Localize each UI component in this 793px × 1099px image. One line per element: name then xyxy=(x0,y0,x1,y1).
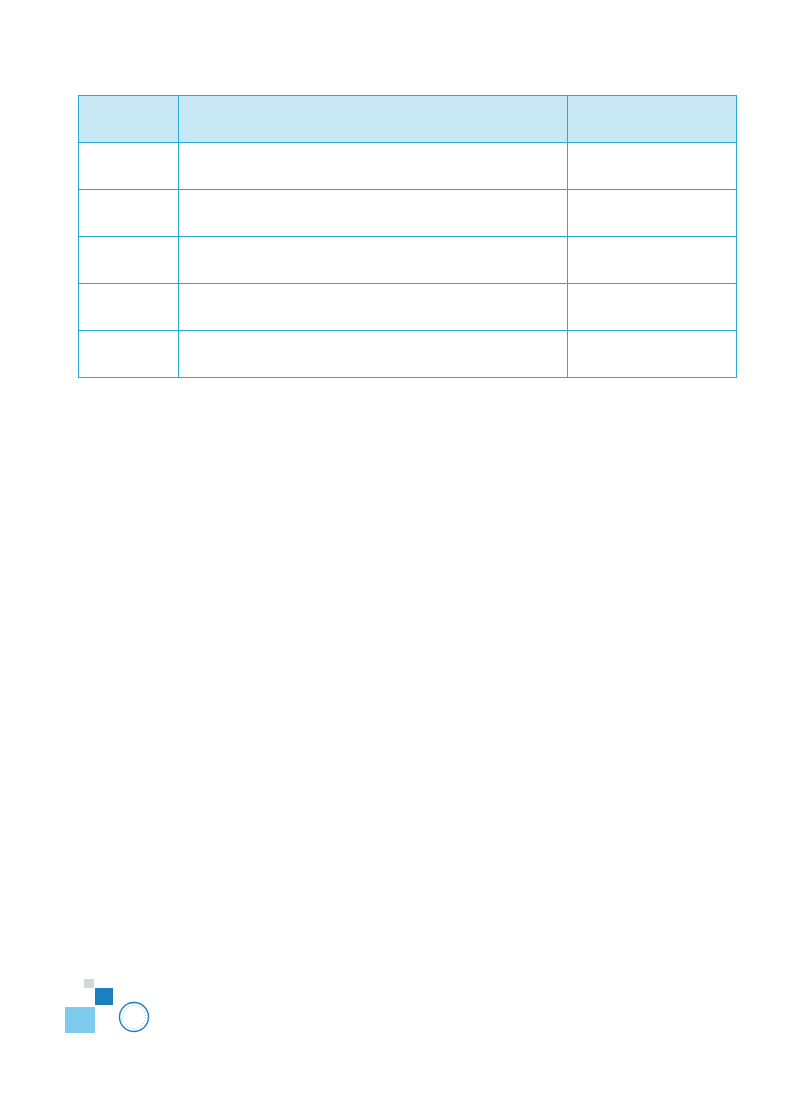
cell-abbreviation xyxy=(79,190,179,237)
cell-chinese-explanation xyxy=(567,237,736,284)
cell-chinese-explanation xyxy=(567,190,736,237)
page-number xyxy=(65,1007,95,1033)
cell-full-name xyxy=(179,237,568,284)
cell-full-name xyxy=(179,331,568,378)
table-row xyxy=(79,331,737,378)
header-chinese-explanation xyxy=(567,96,736,143)
header-abbreviation xyxy=(79,96,179,143)
cell-chinese-explanation xyxy=(567,143,736,190)
cell-abbreviation xyxy=(79,284,179,331)
table-row xyxy=(79,284,737,331)
decorative-grey-square xyxy=(84,979,94,988)
cell-full-name xyxy=(179,143,568,190)
cell-abbreviation xyxy=(79,237,179,284)
cell-full-name xyxy=(179,284,568,331)
abbreviation-table xyxy=(78,95,737,378)
cell-chinese-explanation xyxy=(567,331,736,378)
table-header-row xyxy=(79,96,737,143)
cell-chinese-explanation xyxy=(567,284,736,331)
header-full-name xyxy=(179,96,568,143)
table-row xyxy=(79,237,737,284)
table-row xyxy=(79,143,737,190)
table-row xyxy=(79,190,737,237)
cell-full-name xyxy=(179,190,568,237)
decorative-blue-square xyxy=(95,988,113,1005)
cell-abbreviation xyxy=(79,143,179,190)
6g-logo-icon xyxy=(117,1001,151,1033)
cell-abbreviation xyxy=(79,331,179,378)
